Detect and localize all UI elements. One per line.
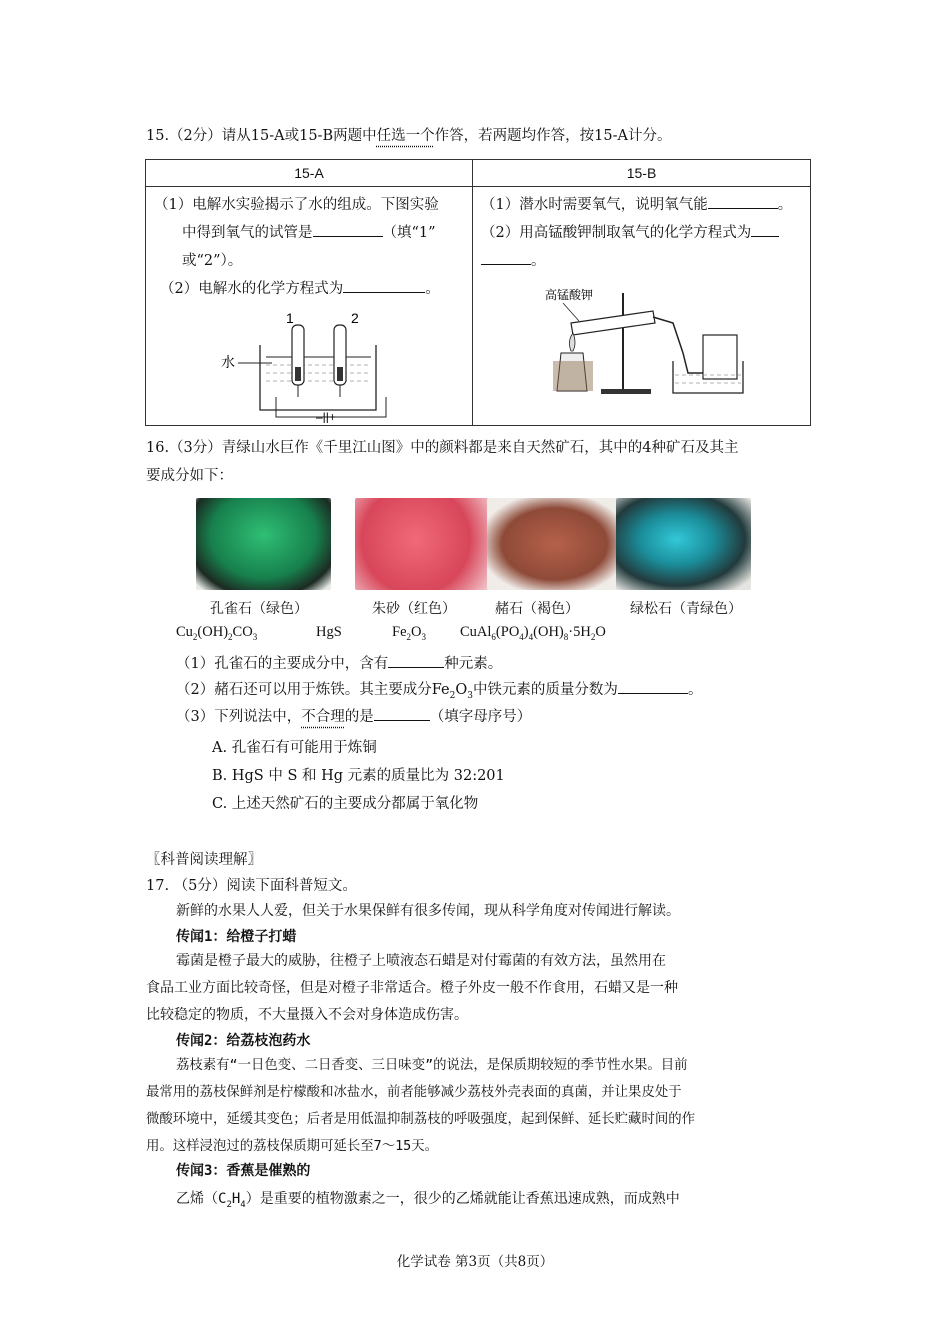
rumor-3-title: 传闻3：香蕉是催熟的: [176, 1163, 311, 1179]
turquoise-image: [616, 498, 751, 590]
col-b-cell: [473, 187, 811, 426]
tube-1-label: 1: [286, 310, 294, 326]
mineral-label-malachite: 孔雀石（绿色）: [210, 601, 308, 617]
option-b: B. HgS 中 S 和 Hg 元素的质量比为 32:201: [212, 768, 505, 784]
rumor-2-title: 传闻2：给荔枝泡药水: [176, 1033, 311, 1049]
q16-sub2: （2）赭石还可以用于炼铁。其主要成分$Fe_2O_3$中铁元素的质量分数为 。: [176, 678, 702, 701]
reagent-label: 高锰酸钾: [545, 288, 594, 302]
col-a-cell: [146, 187, 473, 426]
q16-sub3: （3）下列说法中，不合理的是 （填字母序号）: [176, 705, 531, 726]
b-line-3: 。: [481, 249, 546, 270]
col-a-header: 15-A: [146, 160, 473, 187]
mineral-label-ochre: 赭石（褐色）: [495, 601, 579, 617]
page-footer: 化学试卷 第3页（共8页）: [396, 1254, 554, 1270]
cinnabar-image: [355, 498, 490, 590]
b-line-2: （2）用高锰酸钾制取氧气的化学方程式为: [481, 221, 779, 242]
answer-blank: [708, 194, 778, 209]
answer-blank: [481, 250, 531, 265]
oxygen-apparatus-diagram: [543, 283, 783, 423]
formula-malachite: $Cu_2(OH)_2CO_3$: [176, 624, 258, 642]
rumor-2-text: 荔枝素有“一日色变、二日香变、三日味变”的说法，是保质期较短的季节性水果。目前 最常用的荔枝保鲜剂是柠檬酸和冰盐水，前者能够减少荔枝外壳表面的真菌，并让果皮处于 微酸环境中，延缓其变色；后者是用低温抑制荔枝的呼吸强度，起到保鲜、延长贮藏时间的作 用。这样浸泡过的荔枝保质期可延长至7～15天。: [146, 1058, 696, 1154]
ochre-image: [487, 498, 622, 590]
rumor-3-text: 乙烯$(C_2H_4)$是重要的植物激素之一，很少的乙烯就能让香蕉迅速成熟，而成熟中: [176, 1191, 680, 1210]
option-c: C. 上述天然矿石的主要成分都属于氧化物: [212, 796, 479, 812]
col-b-header: 15-B: [473, 160, 811, 187]
section-title: 〖科普阅读理解〗: [146, 852, 262, 868]
a-line-4: （2）电解水的化学方程式为 。: [160, 277, 440, 298]
q15-heading: 15.（2分）请从15-A或15-B两题中任选一个作答，若两题均作答，按15-A计分。: [146, 128, 672, 144]
mineral-label-turquoise: 绿松石（青绿色）: [630, 601, 742, 617]
q17-intro: 新鲜的水果人人爱，但关于水果保鲜有很多传闻，现从科学角度对传闻进行解读。: [176, 903, 680, 919]
svg-text:–||+: –||+: [316, 410, 336, 423]
formula-ochre: $Fe_2O_3$: [392, 624, 426, 642]
a-line-3: 或“2”）。: [182, 253, 243, 269]
answer-blank: [343, 278, 425, 293]
answer-blank: [374, 706, 430, 721]
rumor-1-title: 传闻1：给橙子打蜡: [176, 929, 297, 945]
q15-emphasis: 任选一个: [376, 128, 435, 144]
answer-blank: [313, 222, 383, 237]
malachite-image: [196, 498, 331, 590]
water-label: 水: [221, 355, 235, 371]
a-line-2: 中得到氧气的试管是 （填“1”: [182, 221, 436, 242]
formula-cinnabar: HgS: [316, 624, 342, 640]
q15-table: [145, 159, 811, 426]
q17-heading: 17. （5分）阅读下面科普短文。: [146, 878, 357, 894]
a-line-1: （1）电解水实验揭示了水的组成。下图实验: [154, 197, 439, 213]
formula-turquoise: $CuAl_6(PO_4)_4(OH)_8\cdot 5H_2O$: [460, 624, 606, 642]
rumor-1-text: 霉菌是橙子最大的威胁，往橙子上喷液态石蜡是对付霉菌的有效方法，虽然用在 食品工业方面比较奇怪，但是对橙子非常适合。橙子外皮一般不作食用，石蜡又是一种 比较稳定的物质，不大量摄入不会对身体造成伤害。: [146, 953, 678, 1023]
answer-blank: [751, 222, 779, 237]
q16-sub1: （1）孔雀石的主要成分中，含有 种元素。: [176, 652, 502, 673]
answer-blank: [388, 653, 444, 668]
q16-heading-line2: 要成分如下：: [146, 468, 233, 484]
q16-emphasis: 不合理: [301, 709, 345, 725]
b-line-1: （1）潜水时需要氧气，说明氧气能 。: [481, 193, 792, 214]
answer-blank: [618, 679, 688, 694]
tube-2-label: 2: [351, 310, 359, 326]
option-a: A. 孔雀石有可能用于炼铜: [212, 740, 377, 756]
electrolysis-diagram: [216, 305, 466, 423]
mineral-label-cinnabar: 朱砂（红色）: [372, 601, 456, 617]
q16-heading-line1: 16.（3分）青绿山水巨作《千里江山图》中的颜料都是来自天然矿石，其中的4种矿石及其主: [146, 440, 739, 456]
